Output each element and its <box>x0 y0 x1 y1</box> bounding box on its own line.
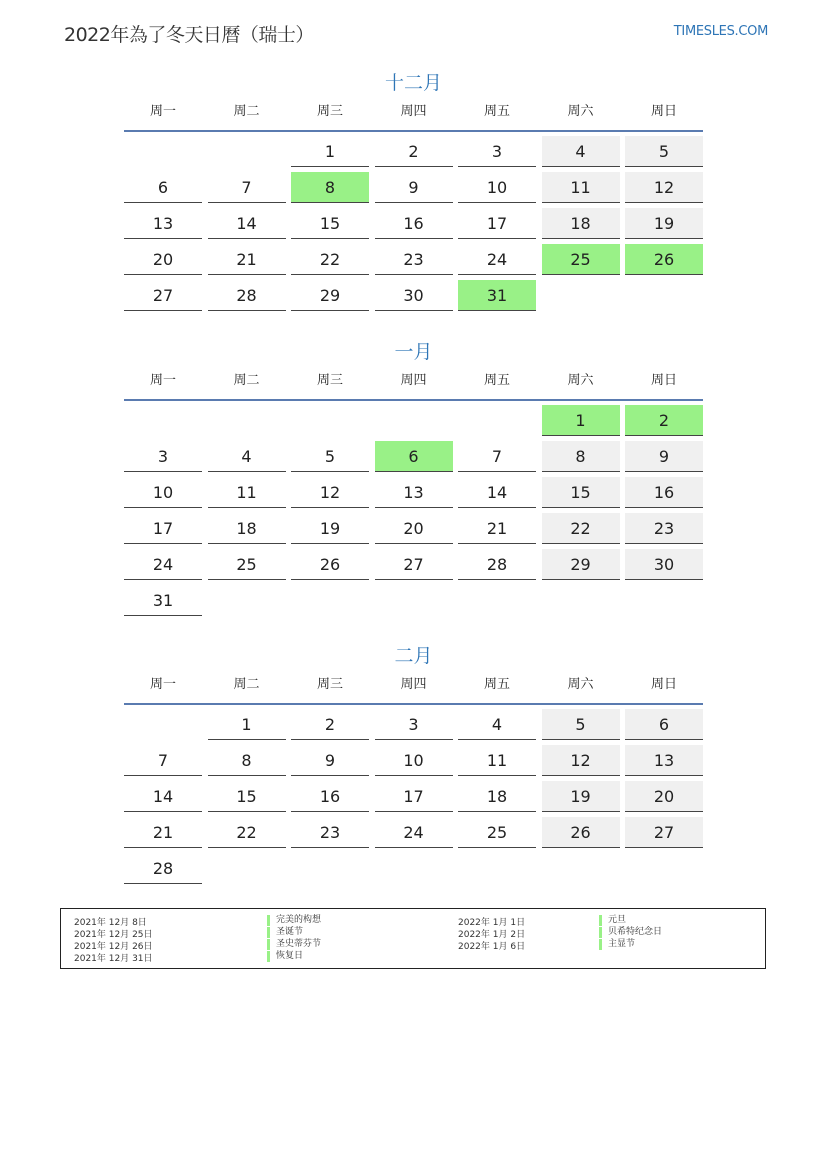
day-cell: 13 <box>625 745 703 776</box>
empty-day-cell <box>208 136 286 167</box>
day-cell: 27 <box>124 280 202 311</box>
weekday-label: 周三 <box>316 677 343 692</box>
day-cell: 10 <box>375 745 453 776</box>
day-cell: 3 <box>458 136 536 167</box>
empty-day-cell <box>124 405 202 436</box>
header-rule <box>124 130 703 132</box>
day-cell: 6 <box>375 441 453 472</box>
day-cell: 27 <box>375 549 453 580</box>
day-cell: 3 <box>124 441 202 472</box>
day-cell: 13 <box>124 208 202 239</box>
weekday-label: 周一 <box>149 373 176 388</box>
day-cell: 24 <box>124 549 202 580</box>
weekday-label: 周三 <box>316 373 343 388</box>
day-cell: 4 <box>542 136 620 167</box>
day-cell: 26 <box>291 549 369 580</box>
weekday-label: 周日 <box>650 677 677 692</box>
day-cell: 16 <box>291 781 369 812</box>
day-cell: 11 <box>542 172 620 203</box>
day-cell: 8 <box>208 745 286 776</box>
day-cell: 22 <box>291 244 369 275</box>
day-cell: 12 <box>625 172 703 203</box>
day-cell: 9 <box>291 745 369 776</box>
legend-date: 2022年 1月 2日 <box>458 930 526 940</box>
day-cell: 29 <box>542 549 620 580</box>
weekday-label: 周日 <box>650 104 677 119</box>
day-cell: 31 <box>124 585 202 616</box>
day-cell: 15 <box>291 208 369 239</box>
day-cell: 9 <box>625 441 703 472</box>
legend-holiday-name: 完美的构想 <box>267 915 321 926</box>
day-cell: 7 <box>458 441 536 472</box>
day-cell: 17 <box>124 513 202 544</box>
day-cell: 21 <box>124 817 202 848</box>
legend-date: 2021年 12月 8日 <box>74 918 147 928</box>
legend-date: 2022年 1月 1日 <box>458 918 526 928</box>
day-cell: 12 <box>542 745 620 776</box>
day-cell: 10 <box>458 172 536 203</box>
day-cell: 28 <box>124 853 202 884</box>
day-cell: 22 <box>542 513 620 544</box>
month-february <box>124 641 703 884</box>
holiday-legend <box>60 908 766 969</box>
day-cell: 11 <box>458 745 536 776</box>
day-cell: 1 <box>542 405 620 436</box>
weekday-label: 周五 <box>483 677 510 692</box>
day-cell: 20 <box>375 513 453 544</box>
empty-day-cell <box>124 136 202 167</box>
month-january <box>124 337 703 616</box>
day-cell: 21 <box>458 513 536 544</box>
day-cell: 25 <box>208 549 286 580</box>
day-cell: 6 <box>124 172 202 203</box>
legend-date: 2021年 12月 25日 <box>74 930 153 940</box>
legend-holiday-name: 元旦 <box>599 915 626 926</box>
month-title: 一月 <box>394 341 433 363</box>
weekday-label: 周二 <box>233 677 260 692</box>
weekday-label: 周一 <box>149 104 176 119</box>
day-cell: 2 <box>291 709 369 740</box>
month-december <box>124 68 703 311</box>
day-cell: 18 <box>208 513 286 544</box>
legend-holiday-name: 圣诞节 <box>267 927 303 938</box>
day-cell: 26 <box>542 817 620 848</box>
day-cell: 15 <box>208 781 286 812</box>
weekday-label: 周四 <box>400 677 427 692</box>
empty-day-cell <box>375 405 453 436</box>
day-cell: 1 <box>291 136 369 167</box>
day-cell: 5 <box>625 136 703 167</box>
brand-link[interactable]: TIMESLES.COM <box>673 24 768 39</box>
day-cell: 13 <box>375 477 453 508</box>
day-grid <box>124 405 703 616</box>
day-cell: 14 <box>208 208 286 239</box>
day-cell: 8 <box>542 441 620 472</box>
day-cell: 7 <box>208 172 286 203</box>
weekday-label: 周三 <box>316 104 343 119</box>
weekday-label: 周二 <box>233 373 260 388</box>
day-cell: 18 <box>542 208 620 239</box>
day-cell: 15 <box>542 477 620 508</box>
day-cell: 26 <box>625 244 703 275</box>
weekday-label: 周六 <box>567 677 594 692</box>
day-cell: 23 <box>291 817 369 848</box>
day-cell: 23 <box>625 513 703 544</box>
legend-holiday-name: 圣史蒂芬节 <box>267 939 321 950</box>
day-cell: 20 <box>124 244 202 275</box>
empty-day-cell <box>458 405 536 436</box>
weekday-label: 周五 <box>483 373 510 388</box>
day-cell: 20 <box>625 781 703 812</box>
day-cell: 14 <box>124 781 202 812</box>
day-cell: 6 <box>625 709 703 740</box>
day-cell: 23 <box>375 244 453 275</box>
weekday-label: 周一 <box>149 677 176 692</box>
day-grid <box>124 709 703 884</box>
weekday-label: 周四 <box>400 373 427 388</box>
day-cell: 24 <box>458 244 536 275</box>
legend-holiday-name: 贝希特纪念日 <box>599 927 662 938</box>
weekday-label: 周五 <box>483 104 510 119</box>
month-title: 二月 <box>394 645 433 667</box>
legend-date: 2021年 12月 26日 <box>74 942 153 952</box>
empty-day-cell <box>208 405 286 436</box>
header-rule <box>124 703 703 705</box>
day-cell: 5 <box>291 441 369 472</box>
day-cell: 9 <box>375 172 453 203</box>
legend-holiday-name: 主显节 <box>599 939 635 950</box>
page-title: 2022年為了冬天日曆（瑞士） <box>64 24 314 46</box>
weekday-header <box>124 671 703 699</box>
day-cell: 27 <box>625 817 703 848</box>
day-cell: 17 <box>458 208 536 239</box>
weekday-label: 周日 <box>650 373 677 388</box>
day-cell: 11 <box>208 477 286 508</box>
day-cell: 25 <box>542 244 620 275</box>
day-cell: 16 <box>375 208 453 239</box>
day-cell: 21 <box>208 244 286 275</box>
month-title: 十二月 <box>384 72 442 94</box>
day-cell: 2 <box>375 136 453 167</box>
day-cell: 4 <box>208 441 286 472</box>
day-cell: 5 <box>542 709 620 740</box>
day-cell: 10 <box>124 477 202 508</box>
weekday-label: 周四 <box>400 104 427 119</box>
day-cell: 14 <box>458 477 536 508</box>
day-cell: 31 <box>458 280 536 311</box>
weekday-header <box>124 367 703 395</box>
day-cell: 17 <box>375 781 453 812</box>
day-cell: 19 <box>542 781 620 812</box>
legend-date: 2022年 1月 6日 <box>458 942 526 952</box>
day-cell: 3 <box>375 709 453 740</box>
day-cell: 19 <box>291 513 369 544</box>
day-cell: 29 <box>291 280 369 311</box>
day-cell: 22 <box>208 817 286 848</box>
legend-date: 2021年 12月 31日 <box>74 954 153 964</box>
weekday-header <box>124 98 703 126</box>
weekday-label: 周六 <box>567 104 594 119</box>
day-cell: 19 <box>625 208 703 239</box>
day-cell: 18 <box>458 781 536 812</box>
day-cell: 4 <box>458 709 536 740</box>
weekday-label: 周六 <box>567 373 594 388</box>
empty-day-cell <box>124 709 202 740</box>
day-cell: 7 <box>124 745 202 776</box>
day-cell: 1 <box>208 709 286 740</box>
day-grid <box>124 136 703 311</box>
weekday-label: 周二 <box>233 104 260 119</box>
day-cell: 28 <box>208 280 286 311</box>
day-cell: 28 <box>458 549 536 580</box>
day-cell: 30 <box>375 280 453 311</box>
day-cell: 25 <box>458 817 536 848</box>
day-cell: 12 <box>291 477 369 508</box>
header-rule <box>124 399 703 401</box>
day-cell: 30 <box>625 549 703 580</box>
day-cell: 16 <box>625 477 703 508</box>
day-cell: 8 <box>291 172 369 203</box>
day-cell: 24 <box>375 817 453 848</box>
legend-holiday-name: 恢复日 <box>267 951 303 962</box>
empty-day-cell <box>291 405 369 436</box>
day-cell: 2 <box>625 405 703 436</box>
